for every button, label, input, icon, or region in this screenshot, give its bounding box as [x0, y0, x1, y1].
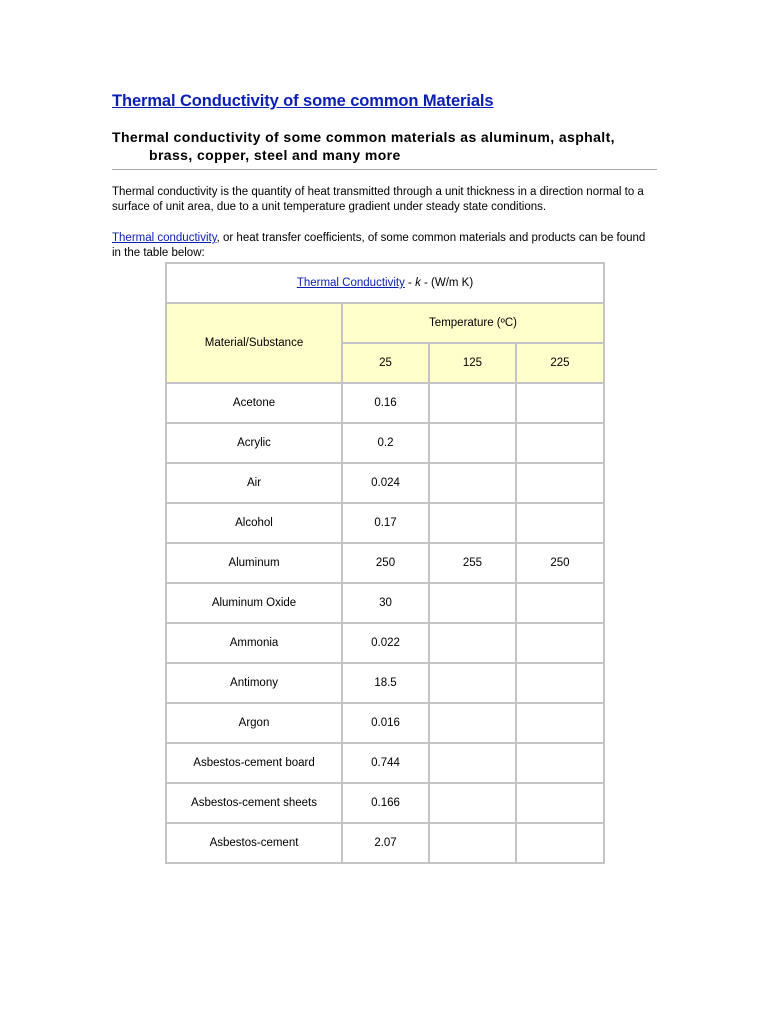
table-row — [166, 663, 604, 703]
material-cell: Alcohol — [166, 503, 342, 543]
value-225-cell — [516, 623, 604, 663]
temp-header-25: 25 — [342, 343, 429, 383]
material-cell: Acetone — [166, 383, 342, 423]
table-row — [166, 783, 604, 823]
thermal-conductivity-table — [165, 262, 605, 864]
temp-header-125: 125 — [429, 343, 516, 383]
material-header: Material/Substance — [166, 303, 342, 383]
material-cell: Aluminum Oxide — [166, 583, 342, 623]
table-row — [166, 583, 604, 623]
divider — [112, 169, 657, 170]
value-225-cell — [516, 743, 604, 783]
value-225-cell — [516, 663, 604, 703]
value-125-cell — [429, 463, 516, 503]
material-cell: Asbestos-cement — [166, 823, 342, 863]
value-125-cell — [429, 743, 516, 783]
thermal-conductivity-link[interactable]: Thermal conductivity — [112, 232, 217, 244]
value-25-cell: 0.166 — [342, 783, 429, 823]
table-row — [166, 623, 604, 663]
material-cell: Antimony — [166, 663, 342, 703]
material-cell: Asbestos-cement board — [166, 743, 342, 783]
value-225-cell — [516, 463, 604, 503]
material-cell: Ammonia — [166, 623, 342, 663]
table-row — [166, 543, 604, 583]
table-row — [166, 703, 604, 743]
caption-units: - (W/m K) — [420, 277, 474, 289]
value-125-cell — [429, 423, 516, 463]
value-25-cell: 0.16 — [342, 383, 429, 423]
value-125-cell — [429, 623, 516, 663]
value-125-cell — [429, 383, 516, 423]
value-25-cell: 0.016 — [342, 703, 429, 743]
temp-header-225: 225 — [516, 343, 604, 383]
value-225-cell — [516, 503, 604, 543]
value-25-cell: 0.17 — [342, 503, 429, 543]
table-caption-row — [166, 263, 604, 303]
value-125-cell — [429, 823, 516, 863]
value-225-cell — [516, 423, 604, 463]
value-25-cell: 0.2 — [342, 423, 429, 463]
value-125-cell — [429, 663, 516, 703]
table-caption — [166, 263, 604, 303]
material-cell: Argon — [166, 703, 342, 743]
value-125-cell — [429, 703, 516, 743]
document-body — [112, 90, 657, 261]
material-cell: Acrylic — [166, 423, 342, 463]
value-25-cell: 0.024 — [342, 463, 429, 503]
intro-paragraph: Thermal conductivity is the quantity of heat transmitted through a unit thickness in a direction normal to a surface of unit area, due to a unit temperature gradient under steady state conditions. — [112, 186, 644, 213]
value-125-cell: 255 — [429, 543, 516, 583]
material-cell: Asbestos-cement sheets — [166, 783, 342, 823]
table-header-row — [166, 303, 604, 343]
value-125-cell — [429, 503, 516, 543]
page-title-link[interactable]: Thermal Conductivity of some common Materials — [112, 92, 494, 110]
value-225-cell — [516, 383, 604, 423]
value-225-cell — [516, 703, 604, 743]
value-125-cell — [429, 583, 516, 623]
table-row — [166, 383, 604, 423]
table-row — [166, 423, 604, 463]
value-225-cell: 250 — [516, 543, 604, 583]
table-row — [166, 743, 604, 783]
value-225-cell — [516, 783, 604, 823]
table-caption-link[interactable]: Thermal Conductivity — [296, 277, 405, 289]
table-intro-paragraph — [112, 231, 657, 261]
value-25-cell: 30 — [342, 583, 429, 623]
value-225-cell — [516, 583, 604, 623]
value-25-cell: 250 — [342, 543, 429, 583]
caption-k-symbol: k — [415, 277, 421, 289]
value-25-cell: 0.744 — [342, 743, 429, 783]
temperature-header: Temperature (ºC) — [342, 303, 604, 343]
value-25-cell: 2.07 — [342, 823, 429, 863]
caption-separator: - — [404, 277, 416, 289]
table-row — [166, 503, 604, 543]
value-25-cell: 18.5 — [342, 663, 429, 703]
table-intro-text: , or heat transfer coefficients, of some common materials and products can be found in the table below: — [112, 232, 646, 259]
material-cell: Aluminum — [166, 543, 342, 583]
value-125-cell — [429, 783, 516, 823]
table-row — [166, 463, 604, 503]
material-cell: Air — [166, 463, 342, 503]
table-row — [166, 823, 604, 863]
value-25-cell: 0.022 — [342, 623, 429, 663]
page-subtitle: Thermal conductivity of some common materials as aluminum, asphalt, brass, copper, steel and many more — [112, 129, 615, 163]
value-225-cell — [516, 823, 604, 863]
